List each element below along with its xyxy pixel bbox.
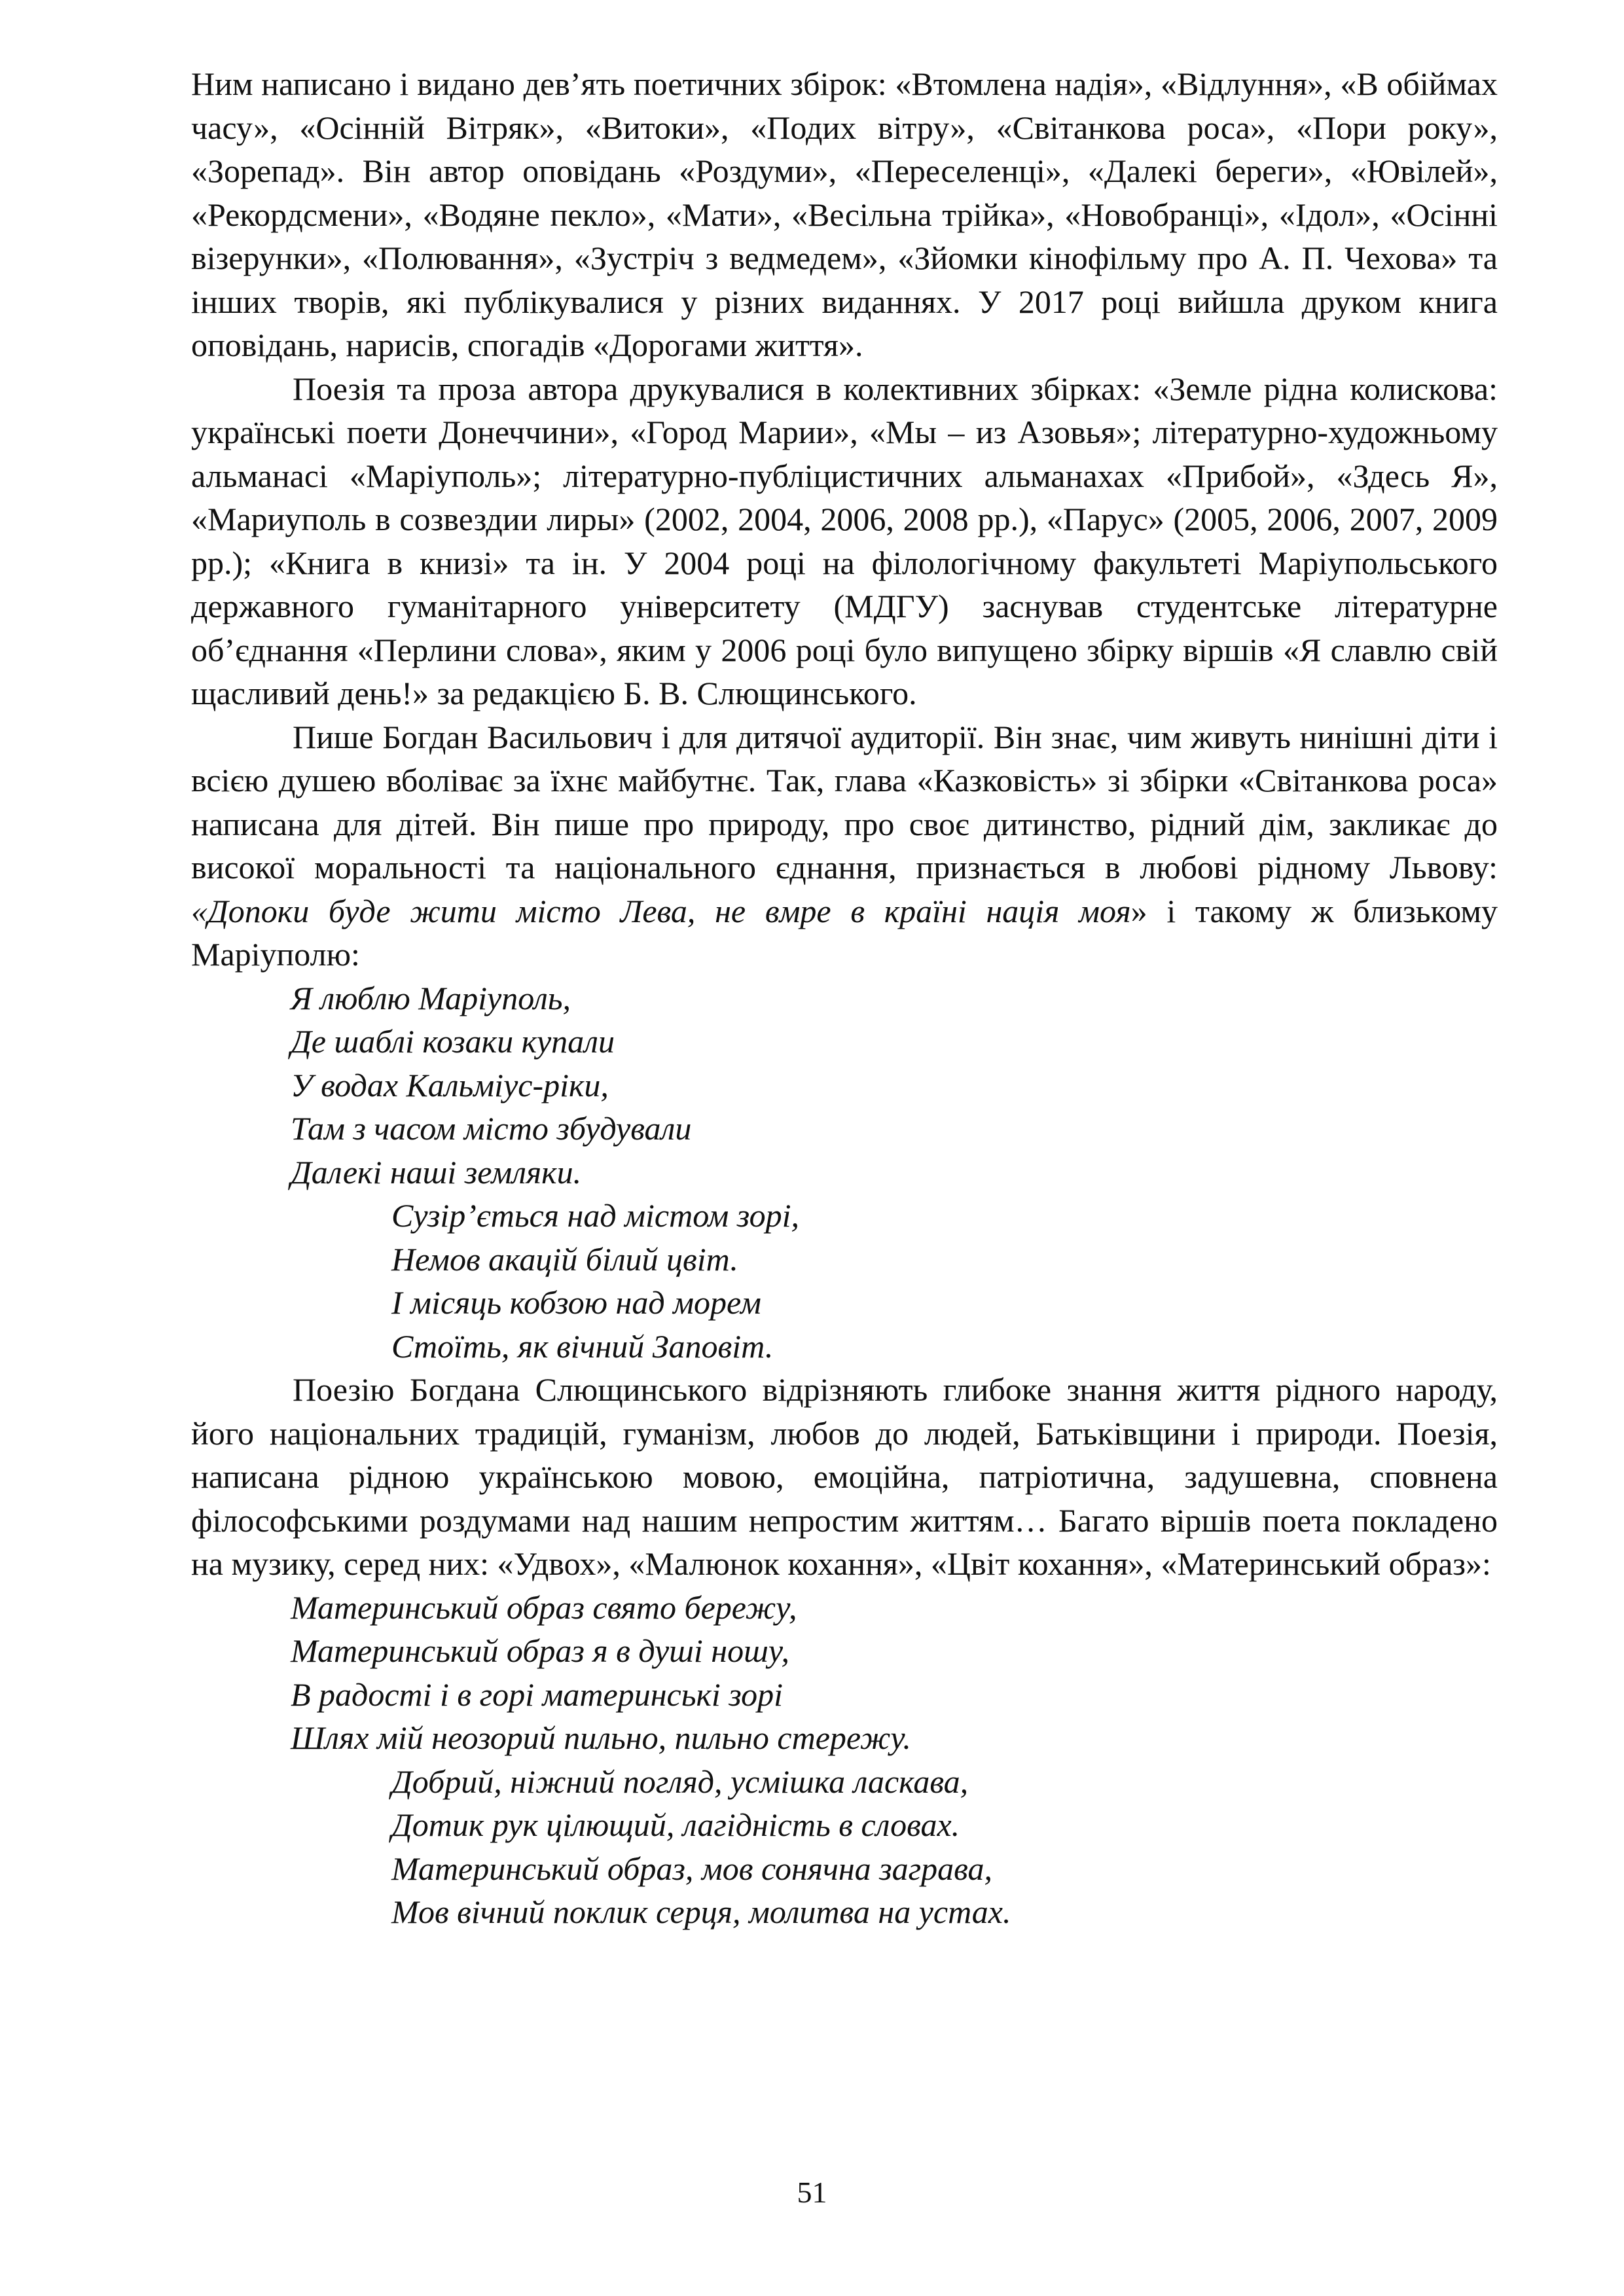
poem-line: Дотик рук цілющий, лагідність в словах.	[391, 1806, 960, 1843]
paragraph-text-before: Пише Богдан Васильович і для дитячої аудиторії. Він знає, чим живуть нинішні діти і всією душею вболіває за їхнє майбутнє. Так, глава «Казковість» зі збірки «Світанкова роса» написана для дітей. Він пише про природу, про своє дитинство, рідний дім, закликає до високої моральності та національного єднання, признається в любові рідному Львову:	[191, 718, 1498, 886]
poem-line: Шлях мій неозорий пильно, пильно стережу.	[291, 1719, 911, 1756]
poem-mariupol-stanza-1	[191, 977, 1498, 1194]
paragraph-text-after: » і такому ж близькому Маріуполю:	[191, 892, 1498, 973]
poem-line: Де шаблі козаки купали	[291, 1023, 615, 1060]
poem-line: Сузір’ється над містом зорі,	[391, 1197, 799, 1234]
document-page	[191, 62, 1498, 1934]
paragraph-children-audience	[191, 715, 1498, 977]
poem-line: Материнський образ свято бережу,	[291, 1588, 797, 1626]
poem-line: Я люблю Маріуполь,	[291, 979, 571, 1016]
poem-line: В радості і в горі материнські зорі	[291, 1676, 784, 1713]
poem-mother-stanza-1	[191, 1586, 1498, 1760]
poem-mother-stanza-2	[191, 1760, 1498, 1934]
poem-line: І місяць кобзою над морем	[391, 1284, 761, 1321]
poem-line: Материнський образ, мов сонячна заграва,	[391, 1850, 993, 1887]
paragraph-poetry-features: Поезію Богдана Слющинського відрізняють глибоке знання життя рідного народу, його національних традицій, гуманізм, любов до людей, Батьківщини і природи. Поезія, написана рідною українською мовою, емоційна, патріотична, задушевна, сповнена філософськими роздумами над нашим непростим життям… Багато віршів поета покладено на музику, серед них: «Удвох», «Малюнок кохання», «Цвіт кохання», «Материнський образ»:	[191, 1371, 1498, 1582]
poem-line: Добрий, ніжний погляд, усмішка ласкава,	[391, 1763, 969, 1800]
paragraph-publications: Поезія та проза автора друкувалися в колективних збірках: «Земле рідна колискова: українські поети Донеччини», «Город Марии», «Мы – из Азовья»; літературно-художньому альманасі «Маріуполь»; літературно-публіцистичних альманахах «Прибой», «Здесь Я», «Мариуполь в созвездии лиры» (2002, 2004, 2006, 2008 рр.), «Парус» (2005, 2006, 2007, 2009 рр.); «Книга в книзі» та ін. У 2004 році на філологічному факультеті Маріупольського державного гуманітарного університету (МДГУ) заснував студентське літературне об’єднання «Перлини слова», яким у 2006 році було випущено збірку віршів «Я славлю свій щасливий день!» за редакцією Б. В. Слющинського.	[191, 370, 1498, 711]
poem-line: Стоїть, як вічний Заповіт.	[391, 1327, 774, 1365]
poem-line: Далекі наші земляки.	[291, 1153, 582, 1191]
poem-line: Материнський образ я в душі ношу,	[291, 1632, 790, 1669]
page-number: 51	[797, 2176, 827, 2209]
paragraph-collections: Ним написано і видано дев’ять поетичних збірок: «Втомлена надія», «Відлуння», «В обіймах часу», «Осінній Вітряк», «Витоки», «Подих вітру», «Світанкова роса», «Пори року», «Зорепад». Він автор оповідань «Роздуми», «Переселенці», «Далекі береги», «Ювілей», «Рекордсмени», «Водяне пекло», «Мати», «Весільна трійка», «Новобранці», «Ідол», «Осінні візерунки», «Полювання», «Зустріч з ведмедем», «Зйомки кінофільму про А. П. Чехова» та інших творів, які публікувалися у різних виданнях. У 2017 році вийшла друком книга оповідань, нарисів, спогадів «Дорогами життя».	[191, 65, 1498, 363]
poem-line: Мов вічний поклик серця, молитва на устах.	[391, 1893, 1011, 1930]
poem-line: У водах Кальміус-ріки,	[291, 1066, 609, 1103]
poem-line: Там з часом місто збудували	[291, 1110, 692, 1147]
poem-mariupol-stanza-2	[191, 1194, 1498, 1368]
lviv-quote: «Допоки буде жити місто Лева, не вмре в країні нація моя	[191, 892, 1131, 929]
poem-line: Немов акацій білий цвіт.	[391, 1240, 738, 1278]
